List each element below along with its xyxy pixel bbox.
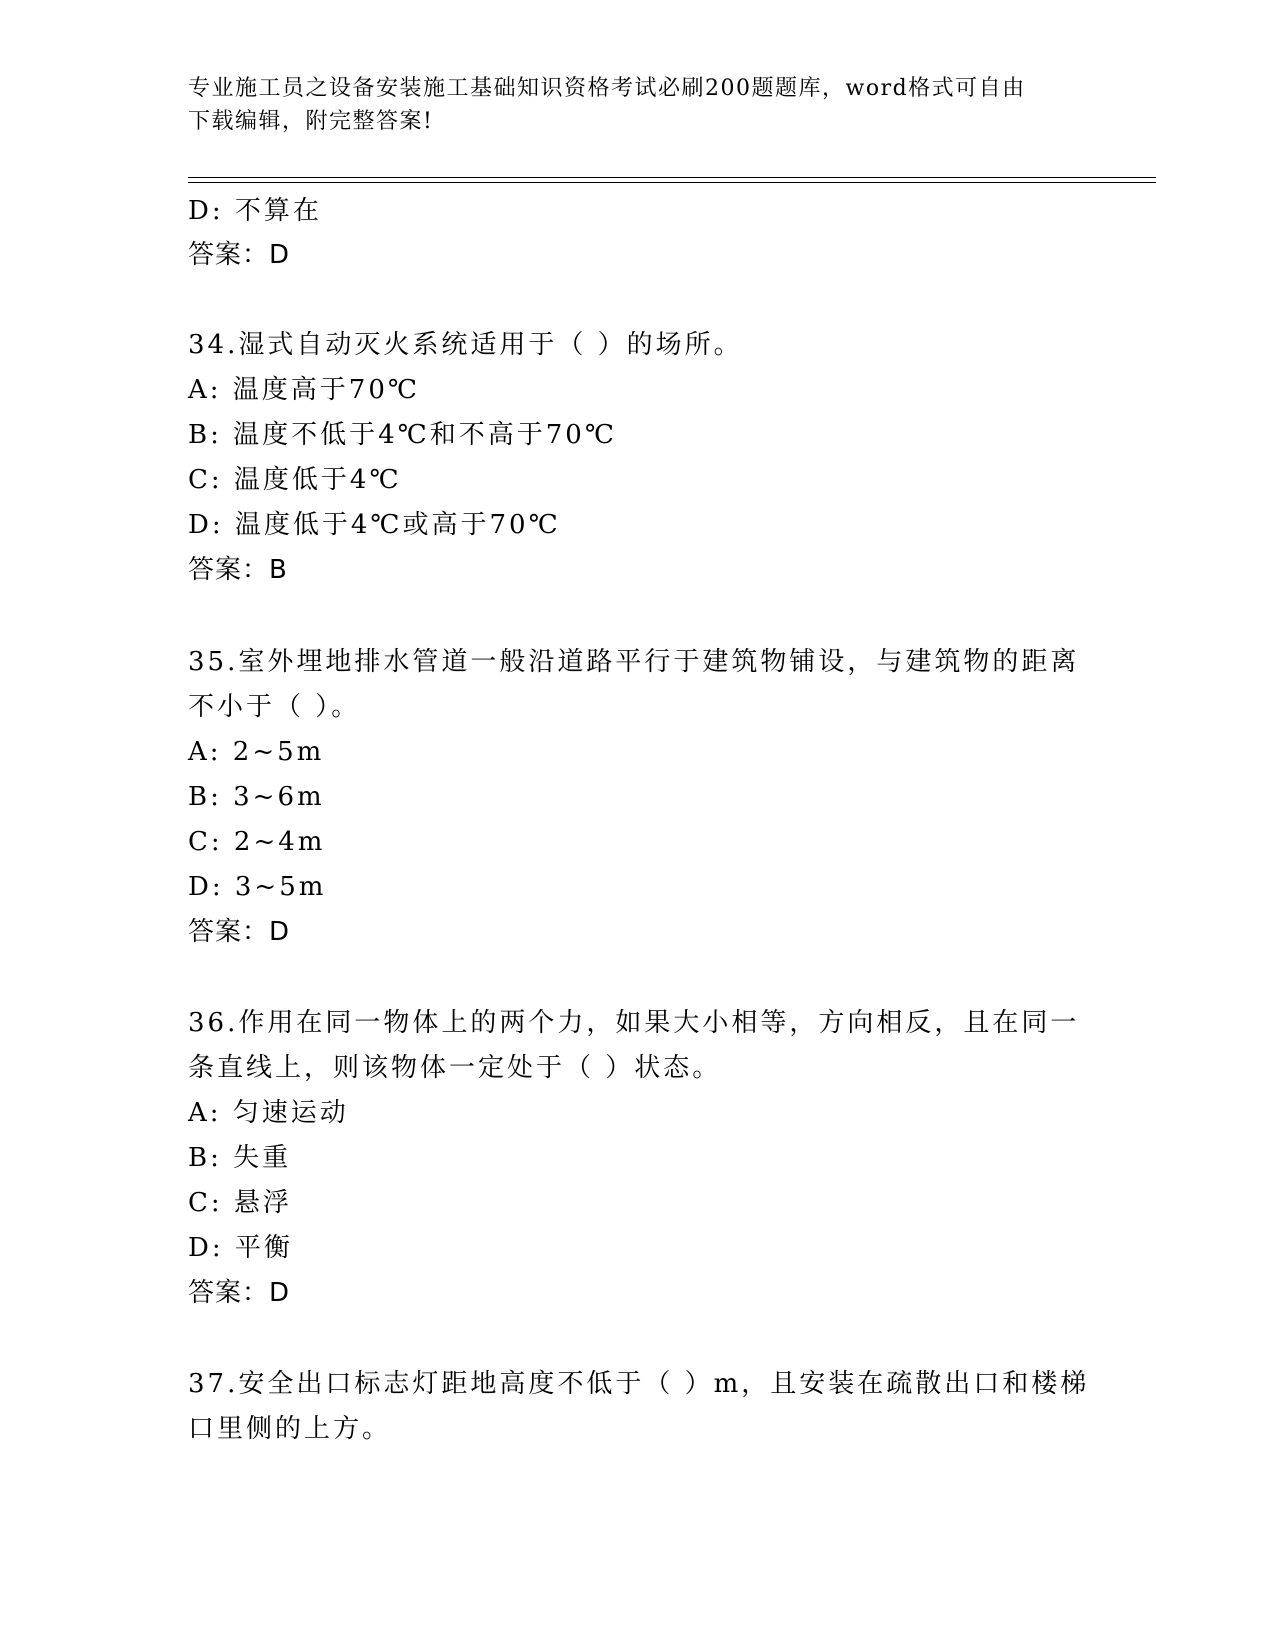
- q34-option-d: D: 温度低于4℃或高于70℃: [188, 510, 561, 540]
- q34-stem: 34.湿式自动灭火系统适用于（ ）的场所。: [188, 330, 743, 360]
- header-rule-bottom: [188, 182, 1156, 183]
- q35-option-c: C: 2~4m: [188, 827, 326, 857]
- q35-stem-line-2: 不小于（ ）。: [188, 692, 361, 722]
- q35-option-b: B: 3~6m: [188, 782, 325, 812]
- q36-answer: 答案：D: [188, 1278, 291, 1308]
- q36-option-c: C: 悬浮: [188, 1188, 292, 1218]
- q34-answer: 答案：B: [188, 555, 288, 585]
- q37-stem-line-2: 口里侧的上方。: [188, 1414, 392, 1444]
- q36-option-b: B: 失重: [188, 1143, 292, 1173]
- q34-option-c: C: 温度低于4℃: [188, 465, 402, 495]
- header-rule-top: [188, 177, 1156, 178]
- header-line-1: 专业施工员之设备安装施工基础知识资格考试必刷200题题库，word格式可自由: [188, 76, 1026, 101]
- q33-option-d: D: 不算在: [188, 196, 322, 226]
- q36-option-d: D: 平衡: [188, 1233, 293, 1263]
- header-line-2: 下载编辑，附完整答案!: [188, 109, 434, 134]
- q35-option-a: A: 2~5m: [188, 737, 325, 767]
- q36-stem-line-1: 36.作用在同一物体上的两个力，如果大小相等，方向相反，且在同一: [188, 1008, 1080, 1038]
- q36-stem-line-2: 条直线上，则该物体一定处于（ ）状态。: [188, 1053, 722, 1083]
- q33-answer: 答案：D: [188, 240, 291, 270]
- document-header: [188, 72, 1068, 138]
- q35-answer: 答案：D: [188, 917, 291, 947]
- q36-option-a: A: 匀速运动: [188, 1098, 349, 1128]
- q37-stem-line-1: 37.安全出口标志灯距地高度不低于（ ）m，且安装在疏散出口和楼梯: [188, 1369, 1090, 1399]
- q35-stem-line-1: 35.室外埋地排水管道一般沿道路平行于建筑物铺设，与建筑物的距离: [188, 647, 1080, 677]
- q34-option-b: B: 温度不低于4℃和不高于70℃: [188, 420, 617, 450]
- q35-option-d: D: 3~5m: [188, 872, 327, 902]
- q34-option-a: A: 温度高于70℃: [188, 375, 420, 405]
